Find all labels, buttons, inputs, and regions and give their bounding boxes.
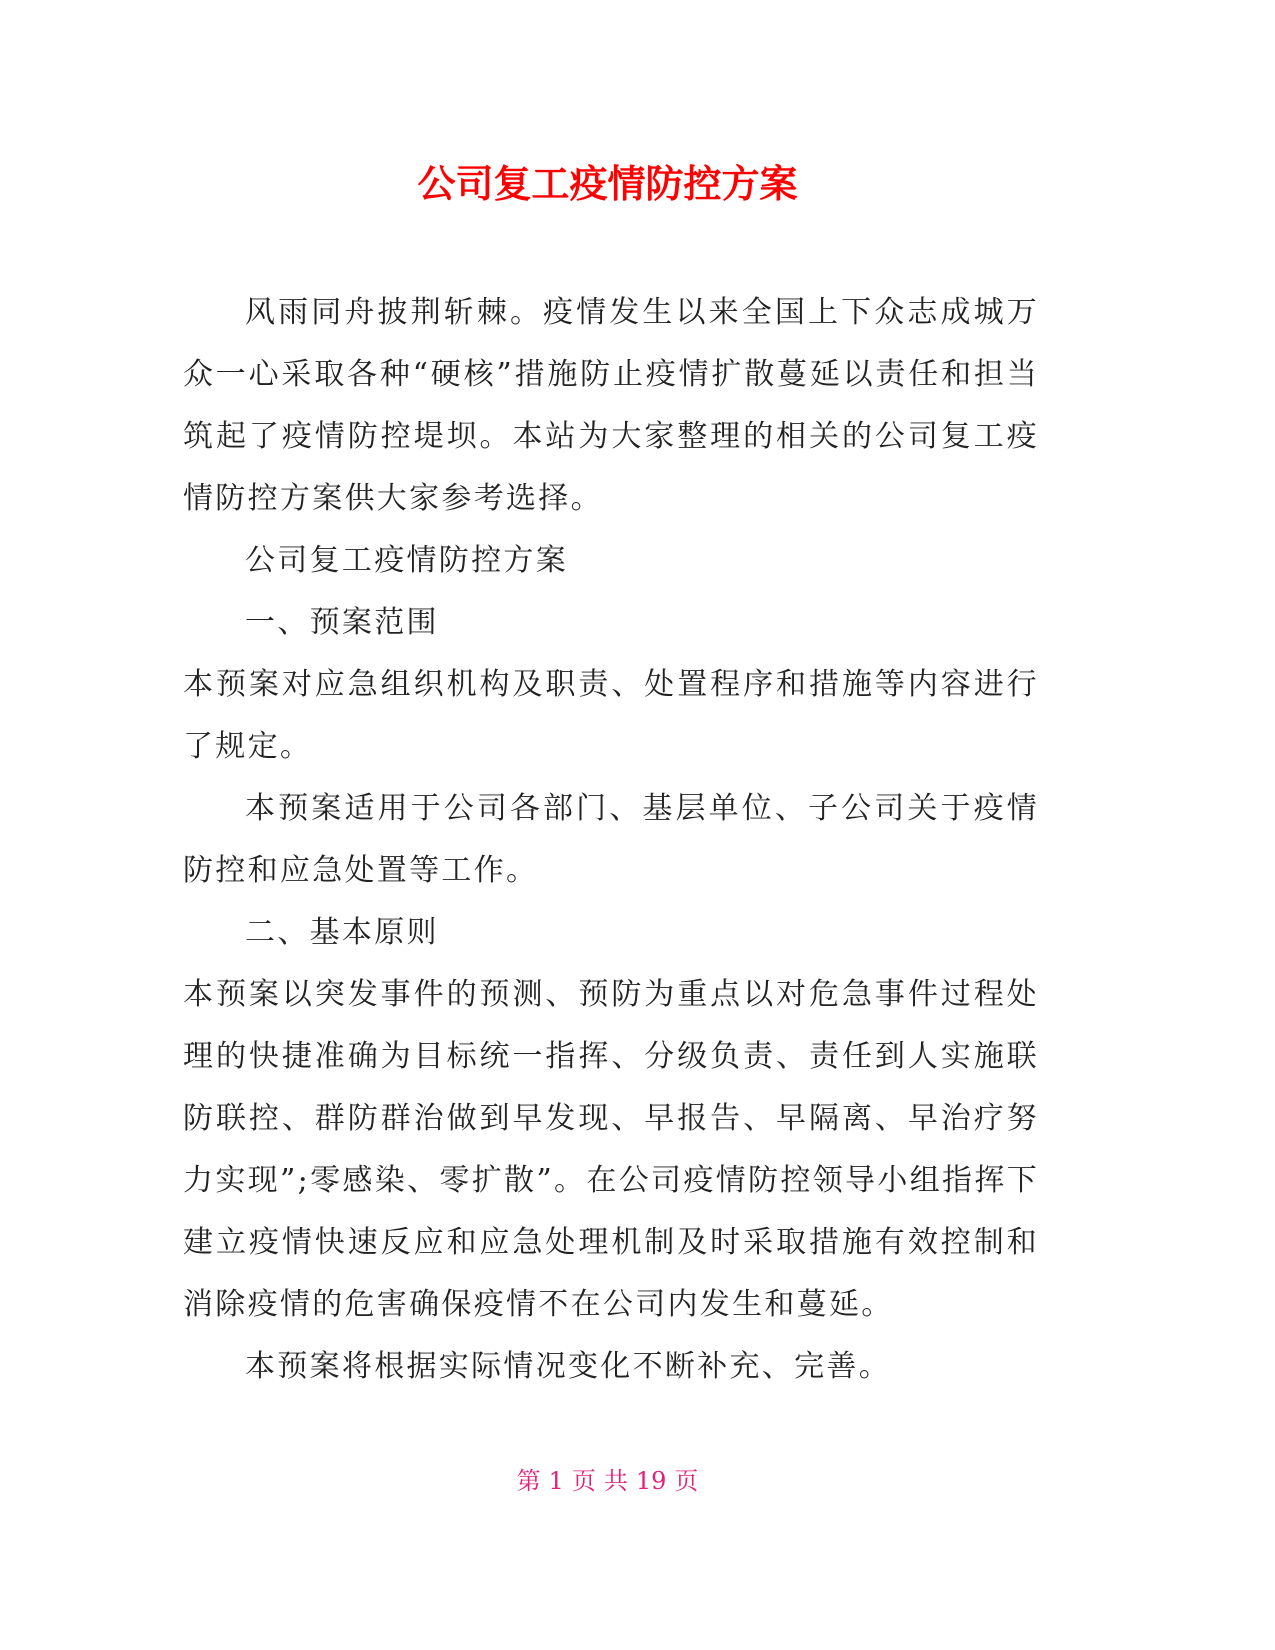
body-paragraph: 本预案以突发事件的预测、预防为重点以对危急事件过程处理的快捷准确为目标统一指挥、分级负责、责任到人实施联防联控、群防群治做到早发现、早报告、早隔离、早治疗努力实现”;零感染、零扩散”。在公司疫情防控领导小组指挥下建立疫情快速反应和应急处理机制及时采取措施有效控制和消除疫情的危害确保疫情不在公司内发生和蔓延。	[183, 977, 1039, 1322]
footer-total-pages: 19	[635, 1467, 667, 1495]
page-footer	[0, 1466, 1215, 1496]
footer-page-unit: 页	[571, 1467, 596, 1495]
document-body	[183, 282, 1039, 1398]
section-heading: 一、预案范围	[245, 605, 439, 640]
footer-page-unit-end: 页	[674, 1467, 699, 1495]
footer-total-label: 共	[603, 1467, 628, 1495]
intro-paragraph: 风雨同舟披荆斩棘。疫情发生以来全国上下众志成城万众一心采取各种“硬核”措施防止疫情扩散蔓延以责任和担当筑起了疫情防控堤坝。本站为大家整理的相关的公司复工疫情防控方案供大家参考选择。	[183, 295, 1039, 516]
body-paragraph: 本预案对应急组织机构及职责、处置程序和措施等内容进行了规定。	[183, 667, 1039, 764]
document-title: 公司复工疫情防控方案	[417, 162, 798, 206]
footer-page-label: 第	[516, 1467, 541, 1495]
section-heading: 公司复工疫情防控方案	[245, 543, 568, 578]
footer-current-page: 1	[548, 1467, 564, 1495]
body-paragraph: 本预案适用于公司各部门、基层单位、子公司关于疫情防控和应急处置等工作。	[183, 791, 1039, 888]
section-heading: 二、基本原则	[245, 915, 439, 950]
body-paragraph: 本预案将根据实际情况变化不断补充、完善。	[245, 1349, 891, 1384]
